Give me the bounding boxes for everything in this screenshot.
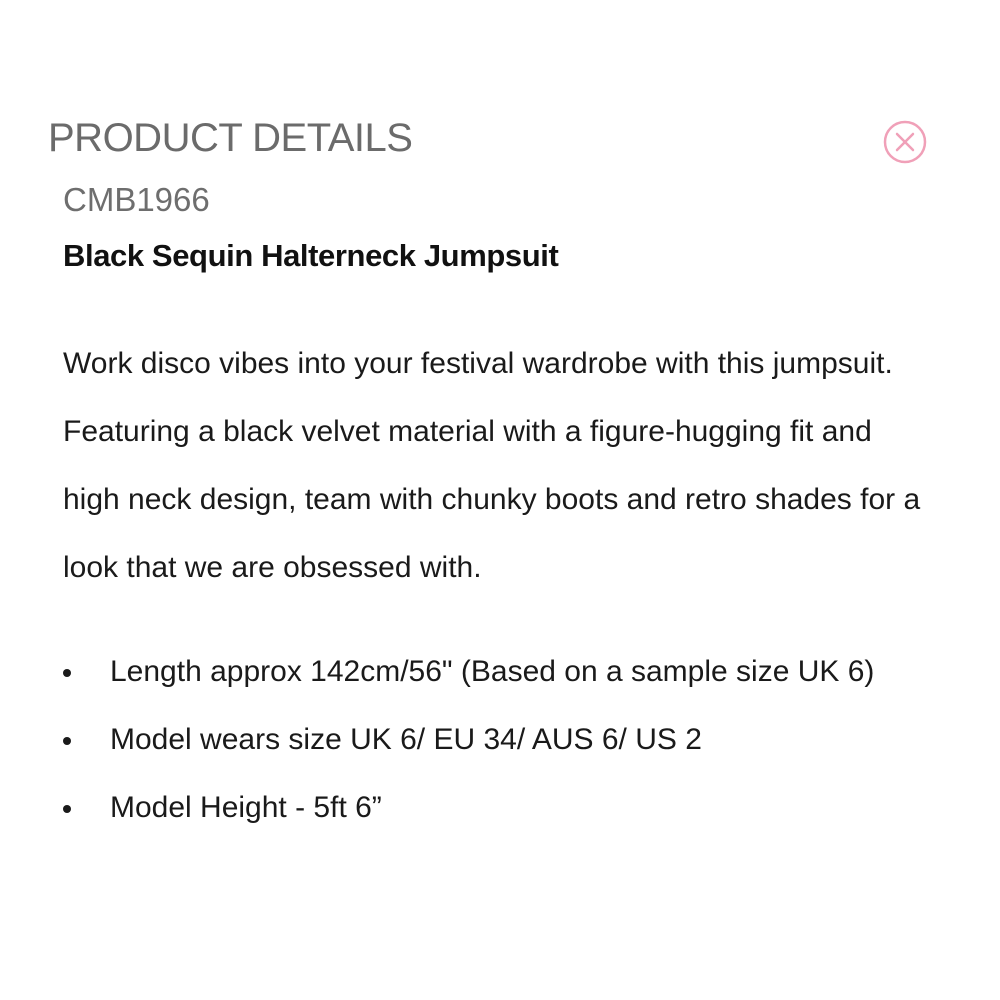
product-sku: CMB1966 [63,181,210,218]
product-details-list [63,638,923,842]
close-button[interactable] [882,119,928,165]
close-circle-icon [882,119,928,165]
list-item [63,638,923,706]
product-description: Work disco vibes into your festival wardrobe with this jumpsuit. Featuring a black velvet material with a figure-hugging fit and high neck design, team with chunky boots and retro shades for a look that we are obsessed with. [63,347,921,584]
bullet-icon [63,805,71,813]
detail-text: Length approx 142cm/56" (Based on a sample size UK 6) [110,655,875,688]
list-item [63,706,923,774]
bullet-icon [63,737,71,745]
detail-text: Model wears size UK 6/ EU 34/ AUS 6/ US 2 [110,723,702,756]
detail-text: Model Height - 5ft 6” [110,791,382,824]
product-name: Black Sequin Halterneck Jumpsuit [63,238,559,273]
list-item [63,774,923,842]
panel-title: PRODUCT DETAILS [48,116,413,160]
bullet-icon [63,669,71,677]
